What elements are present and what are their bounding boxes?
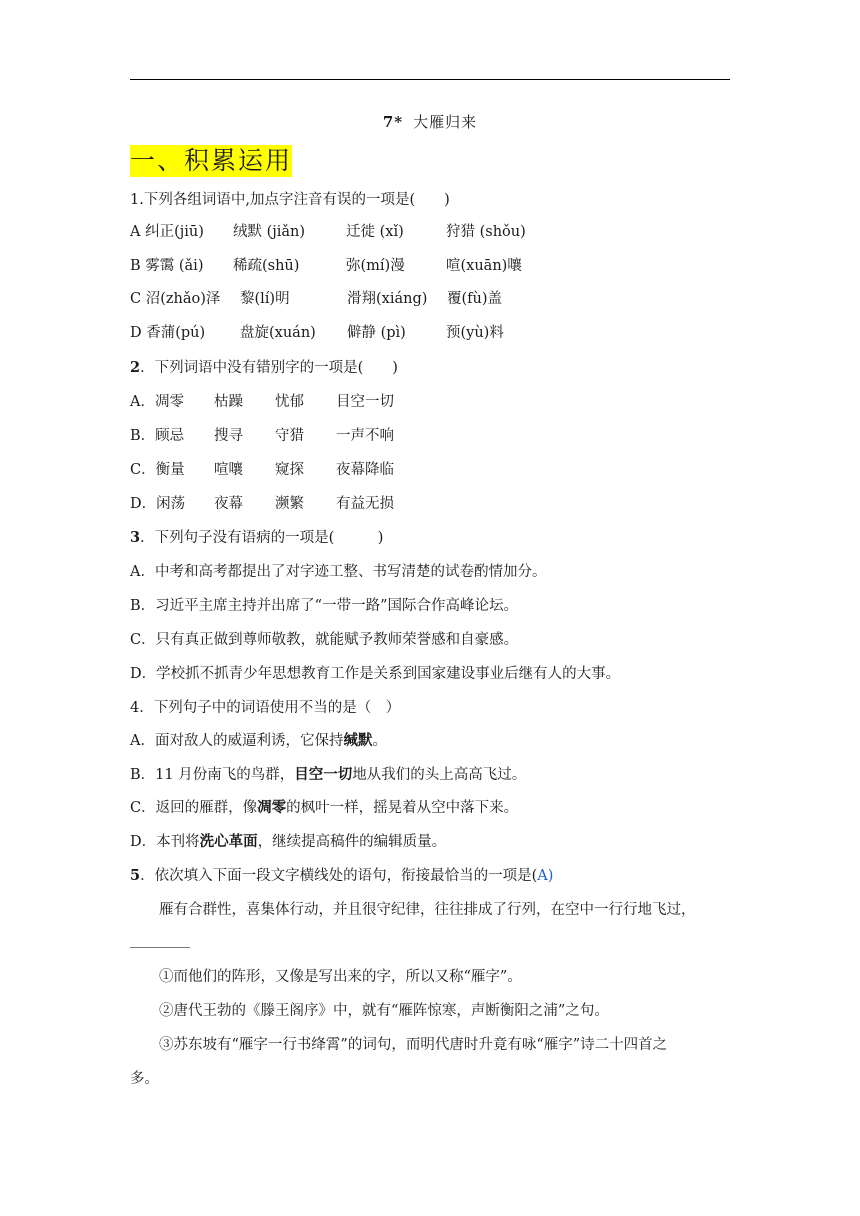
q1-b-4: 喧(xuān)嚷 xyxy=(446,258,522,274)
q1-row-b xyxy=(130,256,522,276)
lesson-title xyxy=(0,111,860,132)
q2-row-c xyxy=(130,460,394,480)
q4-d-post: ，继续提高稿件的编辑质量。 xyxy=(257,834,447,850)
q1-c-4: 覆(fù)盖 xyxy=(447,291,503,307)
q4-a-post: 。 xyxy=(372,733,387,749)
q4-c-term: 凋零 xyxy=(257,799,287,816)
header-rule xyxy=(130,79,730,80)
q4-stem: 4．下列句子中的词语使用不当的是（ ） xyxy=(130,700,401,716)
q1-row-a xyxy=(130,222,526,242)
q2-b-3: 守猎 xyxy=(275,428,304,444)
q3-option-d: D．学校抓不抓青少年思想教育工作是关系到国家建设事业后继有人的大事。 xyxy=(130,666,621,682)
q5-stem xyxy=(130,866,553,886)
q2-d-1: D．闲荡 xyxy=(130,496,186,512)
q3-option-a: A．中考和高考都提出了对字迹工整、书写清楚的试卷酌情加分。 xyxy=(130,564,547,580)
q2-a-3: 忧郁 xyxy=(275,394,304,410)
q2-number: 2 xyxy=(130,359,141,376)
q2-row-d xyxy=(130,494,394,514)
q3-option-c: C．只有真正做到尊师敬教，就能赋予教师荣誉感和自豪感。 xyxy=(130,632,519,648)
q3-number: 3 xyxy=(130,529,141,546)
q3-stem-text: ．下列句子没有语病的一项是( ) xyxy=(140,530,384,546)
q1-row-d xyxy=(130,323,504,343)
q1-c-1: C 沼(zhǎo)泽 xyxy=(130,291,221,307)
q2-a-1: A．凋零 xyxy=(130,394,184,410)
q1-b-2: 稀疏(shū) xyxy=(233,258,300,274)
q5-item-1: ①而他们的阵形，又像是写出来的字，所以又称“雁字”。 xyxy=(159,969,522,985)
q4-option-b xyxy=(130,765,526,785)
q1-row-c xyxy=(130,289,502,309)
q5-number: 5 xyxy=(130,867,141,884)
q2-b-1: B．顾忌 xyxy=(130,428,185,444)
q3-option-b: B．习近平主席主持并出席了“一带一路”国际合作高峰论坛。 xyxy=(130,598,518,614)
q4-c-post: 的枫叶一样，摇晃着从空中落下来。 xyxy=(286,800,519,816)
q1-a-1: A 纠正(jiū) xyxy=(130,224,204,240)
q1-a-2: 绒默 (jiǎn) xyxy=(233,224,306,240)
q4-a-term: 缄默 xyxy=(343,732,373,749)
q2-a-2: 枯躁 xyxy=(214,394,243,410)
q4-c-pre: C．返回的雁群，像 xyxy=(130,800,258,816)
q4-option-d xyxy=(130,832,446,852)
q4-d-term: 洗心革面 xyxy=(199,833,258,850)
q4-b-term: 目空一切 xyxy=(294,766,353,783)
q2-d-2: 夜幕 xyxy=(214,496,243,512)
q4-a-pre: A．面对敌人的威逼利诱，它保持 xyxy=(130,733,344,749)
q2-row-a xyxy=(130,392,394,412)
q1-d-3: 僻静 (pì) xyxy=(347,325,406,341)
lesson-number: 7* xyxy=(382,113,404,131)
lesson-name: 大雁归来 xyxy=(413,113,478,131)
q2-d-3: 濒繁 xyxy=(275,496,304,512)
q5-fill-blank xyxy=(130,947,190,948)
q1-c-2: 黎(lí)明 xyxy=(240,291,290,307)
q2-a-4: 目空一切 xyxy=(336,394,394,410)
q5-item-3-cont: 多。 xyxy=(130,1071,159,1087)
q5-item-3: ③苏东坡有“雁字一行书绛霄”的词句，而明代唐时升竟有咏“雁字”诗二十四首之 xyxy=(159,1037,668,1053)
q4-b-pre: B．11 月份南飞的鸟群， xyxy=(130,767,295,783)
q2-d-4: 有益无损 xyxy=(336,496,394,512)
q2-c-1: C．衡量 xyxy=(130,462,185,478)
q3-stem xyxy=(130,528,383,548)
q2-b-2: 搜寻 xyxy=(214,428,243,444)
q2-c-4: 夜幕降临 xyxy=(336,462,394,478)
q1-a-3: 迁徙 (xǐ) xyxy=(346,224,404,240)
q5-paragraph: 雁有合群性，喜集体行动，并且很守纪律，往往排成了行列，在空中一行行地飞过， xyxy=(159,902,696,918)
section-heading: 一、积累运用 xyxy=(130,146,293,175)
q2-row-b xyxy=(130,426,394,446)
q4-option-a xyxy=(130,731,387,751)
q2-c-3: 窥探 xyxy=(275,462,304,478)
q1-c-3: 滑翔(xiáng) xyxy=(347,291,428,307)
q2-c-2: 喧嚷 xyxy=(214,462,243,478)
q5-close: ) xyxy=(547,868,554,884)
q4-b-post: 地从我们的头上高高飞过。 xyxy=(352,767,527,783)
q1-b-1: B 雾霭 (ǎi) xyxy=(130,258,204,274)
q1-a-4: 狩猎 (shǒu) xyxy=(446,224,526,240)
q2-stem xyxy=(130,358,398,378)
q2-stem-text: ．下列词语中没有错别字的一项是( ) xyxy=(140,360,398,376)
q5-stem-text: ．依次填入下面一段文字横线处的语句，衔接最恰当的一项是( xyxy=(140,868,538,884)
q2-b-4: 一声不响 xyxy=(336,428,394,444)
q1-d-1: D 香蒲(pú) xyxy=(130,325,206,341)
q4-option-c xyxy=(130,798,518,818)
q5-answer: A xyxy=(537,868,548,884)
q1-b-3: 弥(mí)漫 xyxy=(346,258,405,274)
q4-d-pre: D．本刊将 xyxy=(130,834,200,850)
q1-d-4: 预(yù)料 xyxy=(446,325,504,341)
q1-d-2: 盘旋(xuán) xyxy=(240,325,316,341)
q1-stem: 1.下列各组词语中,加点字注音有误的一项是( ) xyxy=(130,192,450,208)
q5-item-2: ②唐代王勃的《滕王阁序》中，就有“雁阵惊寒，声断衡阳之浦”之句。 xyxy=(159,1003,609,1019)
